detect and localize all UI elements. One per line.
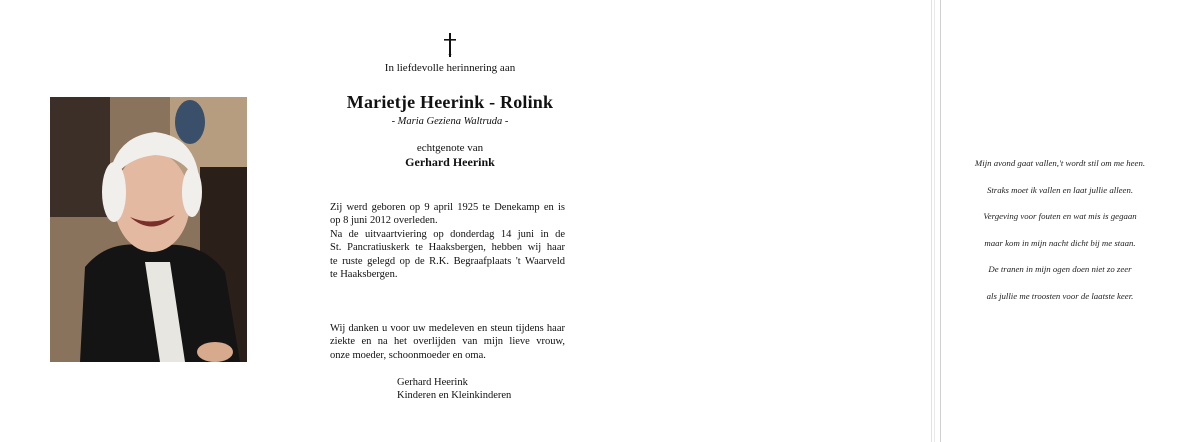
poem-line: Mijn avond gaat vallen,'t wordt stil om me heen.: [974, 158, 1146, 168]
spouse-name: Gerhard Heerink: [405, 155, 495, 169]
poem-line: Vergeving voor fouten en wat mis is gegaan: [983, 211, 1137, 221]
signature-line: Kinderen en Kleinkinderen: [397, 390, 512, 402]
signature-block: [397, 376, 511, 403]
portrait-image: [50, 97, 247, 362]
thanks-paragraph: [330, 322, 565, 362]
fold-line: [934, 0, 935, 442]
portrait-photo: [50, 97, 247, 362]
text-line: te ruste gelegd op de R.K. Begraafplaats 't Waarveld: [330, 255, 565, 267]
intro-text: In liefdevolle herinnering aan: [384, 62, 516, 74]
poem: [945, 156, 1175, 315]
text-line: Na de uitvaartviering op donderdag 14 juni in de: [330, 228, 565, 240]
text-line: onze moeder, schoonmoeder en oma.: [330, 349, 486, 361]
poem-line: Straks moet ik vallen en laat jullie alleen.: [986, 184, 1134, 195]
given-names: - Maria Geziena Waltruda -: [391, 116, 509, 127]
poem-line: De tranen in mijn ogen doen niet zo zeer: [988, 264, 1132, 274]
text-line: op 8 juni 2012 overleden.: [330, 215, 438, 227]
spouse-intro: echtgenote van: [416, 142, 484, 154]
text-line: St. Pancratiuskerk te Haaksbergen, hebben wij haar: [330, 242, 565, 254]
fold-line: [931, 0, 932, 442]
poem-line: maar kom in mijn nacht dicht bij me staan.: [984, 237, 1136, 248]
cross-icon: [440, 32, 460, 58]
text-line: te Haaksbergen.: [330, 269, 398, 281]
poem-line: als jullie me troosten voor de laatste keer.: [986, 290, 1134, 301]
biography-paragraph: [330, 201, 565, 281]
text-line: Zij werd geboren op 9 april 1925 te Denekamp en is: [330, 202, 565, 213]
text-line: Wij danken u voor uw medeleven en steun tijdens haar: [330, 323, 565, 334]
signature-line: Gerhard Heerink: [397, 377, 468, 388]
text-line: ziekte en na het overlijden van mijn lieve vrouw,: [330, 336, 565, 348]
fold-line: [940, 0, 941, 442]
deceased-name: Marietje Heerink - Rolink: [346, 92, 554, 112]
